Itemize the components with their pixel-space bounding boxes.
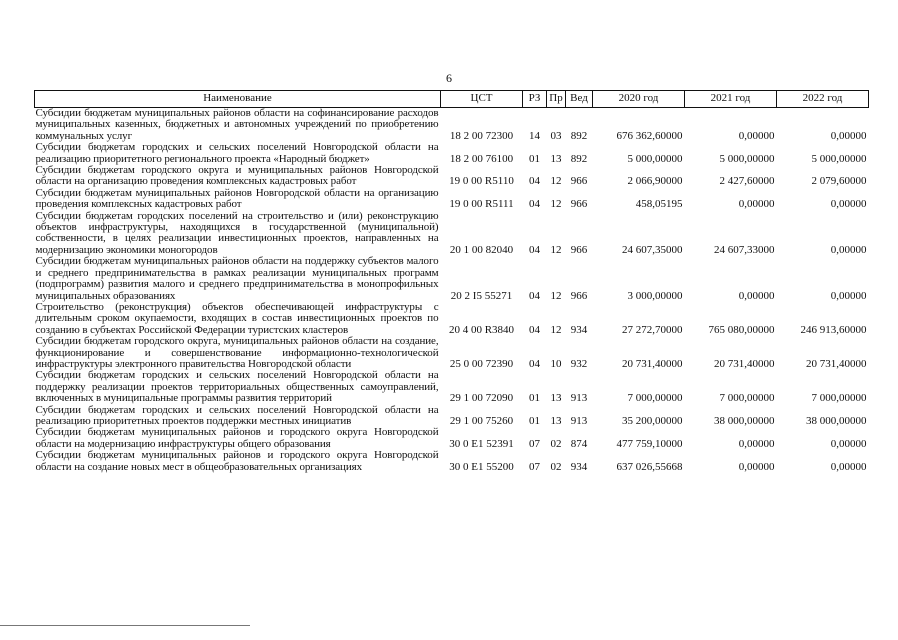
header-2021: 2021 год xyxy=(685,91,777,108)
cell-pr: 12 xyxy=(550,243,562,256)
cell-2022: 7 000,00000 xyxy=(811,392,867,405)
cell-ved: 966 xyxy=(570,243,588,256)
cell-ved: 892 xyxy=(570,129,588,142)
table-row xyxy=(35,427,869,450)
cell-cst: 25 0 00 72390 xyxy=(449,357,514,370)
cell-name: Строительство (реконструкция) объектов обеспечивающей инфраструктуры с длительным сроком окупаемости, входящих в состав инвестиционных проектов по созданию в субъектах Российской Федерации туристских кластеров xyxy=(35,300,439,336)
cell-rz: 04 xyxy=(529,175,540,188)
cell-name: Субсидии бюджетам городских и сельских поселений Новгородской области на реализацию приоритетного регионального проекта «Народный бюджет» xyxy=(35,141,439,165)
table-row xyxy=(35,256,869,302)
cell-rz: 04 xyxy=(529,243,540,256)
cell-2020: 35 200,00000 xyxy=(622,414,683,427)
cell-cst: 30 0 E1 52391 xyxy=(449,437,514,450)
cell-rz: 07 xyxy=(529,437,540,450)
cell-name: Субсидии бюджетам муниципальных районов области на софинансирование расходов муниципальных казенных, бюджетных и автономных учреждений по приобретению коммунальных услуг xyxy=(35,107,439,142)
header-2022: 2022 год xyxy=(777,91,869,108)
cell-2021: 0,00000 xyxy=(738,129,775,142)
cell-2021: 5 000,00000 xyxy=(719,152,775,165)
page-number: 6 xyxy=(446,71,452,85)
header-pr: Пр xyxy=(547,91,566,108)
cell-2022: 0,00000 xyxy=(830,129,867,142)
cell-name: Субсидии бюджетам городских поселений на строительство и (или) реконструкцию объектов инфраструктуры, находящихся в государственной (муниципальной) собственности, в целях реализации инвестиционных проектов, направленных на модернизацию экономики моногородов xyxy=(35,209,439,256)
cell-2020: 477 759,10000 xyxy=(616,437,683,450)
cell-pr: 12 xyxy=(550,198,562,211)
cell-ved: 966 xyxy=(570,198,588,211)
cell-2020: 3 000,00000 xyxy=(627,289,683,302)
table-row xyxy=(35,405,869,428)
table-body xyxy=(35,108,869,474)
cell-cst: 18 2 00 72300 xyxy=(449,129,514,142)
table-row xyxy=(35,370,869,404)
cell-2020: 458,05195 xyxy=(635,198,683,211)
cell-pr: 02 xyxy=(550,460,562,473)
cell-cst: 20 1 00 82040 xyxy=(449,243,514,256)
cell-ved: 913 xyxy=(570,414,588,427)
table-row xyxy=(35,336,869,370)
cell-2021: 38 000,00000 xyxy=(714,414,775,427)
cell-2022: 5 000,00000 xyxy=(811,152,867,165)
header-ved: Вед xyxy=(566,91,593,108)
cell-2021: 0,00000 xyxy=(738,437,775,450)
cell-2022: 0,00000 xyxy=(830,289,867,302)
header-2020: 2020 год xyxy=(593,91,685,108)
cell-rz: 04 xyxy=(529,198,540,211)
cell-pr: 10 xyxy=(550,357,562,370)
cell-name: Субсидии бюджетам городского округа и муниципальных районов Новгородской области на организацию проведения комплексных кадастровых работ xyxy=(35,164,439,188)
header-cst: ЦСТ xyxy=(441,91,523,108)
cell-2022: 38 000,00000 xyxy=(806,414,867,427)
cell-pr: 12 xyxy=(550,323,562,336)
cell-2020: 5 000,00000 xyxy=(627,152,683,165)
table-row xyxy=(35,211,869,257)
cell-2020: 7 000,00000 xyxy=(627,392,683,405)
cell-2021: 20 731,40000 xyxy=(714,357,775,370)
header-rz: РЗ xyxy=(523,91,547,108)
cell-cst: 20 4 00 R3840 xyxy=(448,323,515,336)
cell-2022: 0,00000 xyxy=(830,437,867,450)
cell-2022: 2 079,60000 xyxy=(811,175,867,188)
cell-2020: 27 272,70000 xyxy=(622,323,683,336)
cell-ved: 966 xyxy=(570,289,588,302)
table-row xyxy=(35,188,869,211)
cell-cst: 18 2 00 76100 xyxy=(449,152,514,165)
cell-2020: 676 362,60000 xyxy=(616,129,683,142)
cell-2021: 7 000,00000 xyxy=(719,392,775,405)
cell-rz: 07 xyxy=(529,460,540,473)
cell-2020: 637 026,55668 xyxy=(616,460,683,473)
cell-2022: 0,00000 xyxy=(830,198,867,211)
budget-table xyxy=(34,90,869,473)
table-row xyxy=(35,302,869,336)
table-row xyxy=(35,450,869,473)
cell-cst: 29 1 00 72090 xyxy=(449,392,514,405)
cell-2022: 0,00000 xyxy=(830,243,867,256)
cell-rz: 04 xyxy=(529,323,540,336)
cell-2020: 24 607,35000 xyxy=(622,243,683,256)
table-header xyxy=(35,91,869,108)
header-name: Наименование xyxy=(35,91,441,108)
cell-cst: 19 0 00 R5111 xyxy=(449,198,514,211)
cell-rz: 01 xyxy=(529,152,540,165)
cell-rz: 01 xyxy=(529,392,540,405)
cell-2020: 2 066,90000 xyxy=(627,175,683,188)
cell-rz: 04 xyxy=(529,289,540,302)
cell-2021: 0,00000 xyxy=(738,460,775,473)
cell-2021: 0,00000 xyxy=(738,289,775,302)
cell-2021: 765 080,00000 xyxy=(708,323,775,336)
cell-pr: 13 xyxy=(550,152,562,165)
table-row xyxy=(35,108,869,143)
cell-name: Субсидии бюджетам городских и сельских поселений Новгородской области на реализацию приоритетных проектов поддержки местных инициатив xyxy=(35,403,439,427)
cell-pr: 03 xyxy=(550,129,562,142)
cell-name: Субсидии бюджетам городского округа, муниципальных районов области на создание, функционирование и совершенствование информационно-технологической инфраструктуры электронного правительства Новгородской области xyxy=(35,335,439,370)
cell-2022: 0,00000 xyxy=(830,460,867,473)
cell-2021: 0,00000 xyxy=(738,198,775,211)
cell-rz: 01 xyxy=(529,414,540,427)
cell-2021: 2 427,60000 xyxy=(719,175,775,188)
cell-ved: 892 xyxy=(570,152,588,165)
cell-2021: 24 607,33000 xyxy=(714,243,775,256)
cell-2022: 20 731,40000 xyxy=(806,357,867,370)
cell-ved: 874 xyxy=(570,437,588,450)
cell-pr: 13 xyxy=(550,392,562,405)
cell-ved: 932 xyxy=(570,357,588,370)
cell-pr: 13 xyxy=(550,414,562,427)
cell-rz: 14 xyxy=(529,129,540,142)
footer-divider xyxy=(0,625,250,626)
cell-name: Субсидии бюджетам муниципальных районов и городского округа Новгородской области на модернизацию инфраструктуры общего образования xyxy=(35,426,439,450)
cell-ved: 913 xyxy=(570,392,588,405)
table-row xyxy=(35,165,869,188)
cell-cst: 20 2 I5 55271 xyxy=(450,289,513,302)
cell-pr: 12 xyxy=(550,289,562,302)
cell-2022: 246 913,60000 xyxy=(800,323,867,336)
cell-ved: 934 xyxy=(570,323,588,336)
table-row xyxy=(35,142,869,165)
cell-pr: 12 xyxy=(550,175,562,188)
cell-cst: 30 0 E1 55200 xyxy=(449,460,514,473)
cell-ved: 966 xyxy=(570,175,588,188)
cell-ved: 934 xyxy=(570,460,588,473)
cell-name: Субсидии бюджетам городских и сельских поселений Новгородской области на поддержку реализации проектов территориальных общественных самоуправлений, включенных в муниципальные программы развития территорий xyxy=(35,369,439,405)
cell-cst: 29 1 00 75260 xyxy=(449,414,514,427)
cell-name: Субсидии бюджетам муниципальных районов Новгородской области на организацию проведения комплексных кадастровых работ xyxy=(35,186,439,211)
cell-cst: 19 0 00 R5110 xyxy=(449,175,514,188)
cell-rz: 04 xyxy=(529,357,540,370)
cell-pr: 02 xyxy=(550,437,562,450)
cell-2020: 20 731,40000 xyxy=(622,357,683,370)
cell-name: Субсидии бюджетам муниципальных районов области на поддержку субъектов малого и среднего предпринимательства в рамках реализации муниципальных программ (подпрограмм) развития малого и среднего предпринимательства в монопрофильных муниципальных образованиях xyxy=(35,255,439,302)
cell-name: Субсидии бюджетам муниципальных районов и городского округа Новгородской области на создание новых мест в общеобразовательных организациях xyxy=(35,449,439,473)
